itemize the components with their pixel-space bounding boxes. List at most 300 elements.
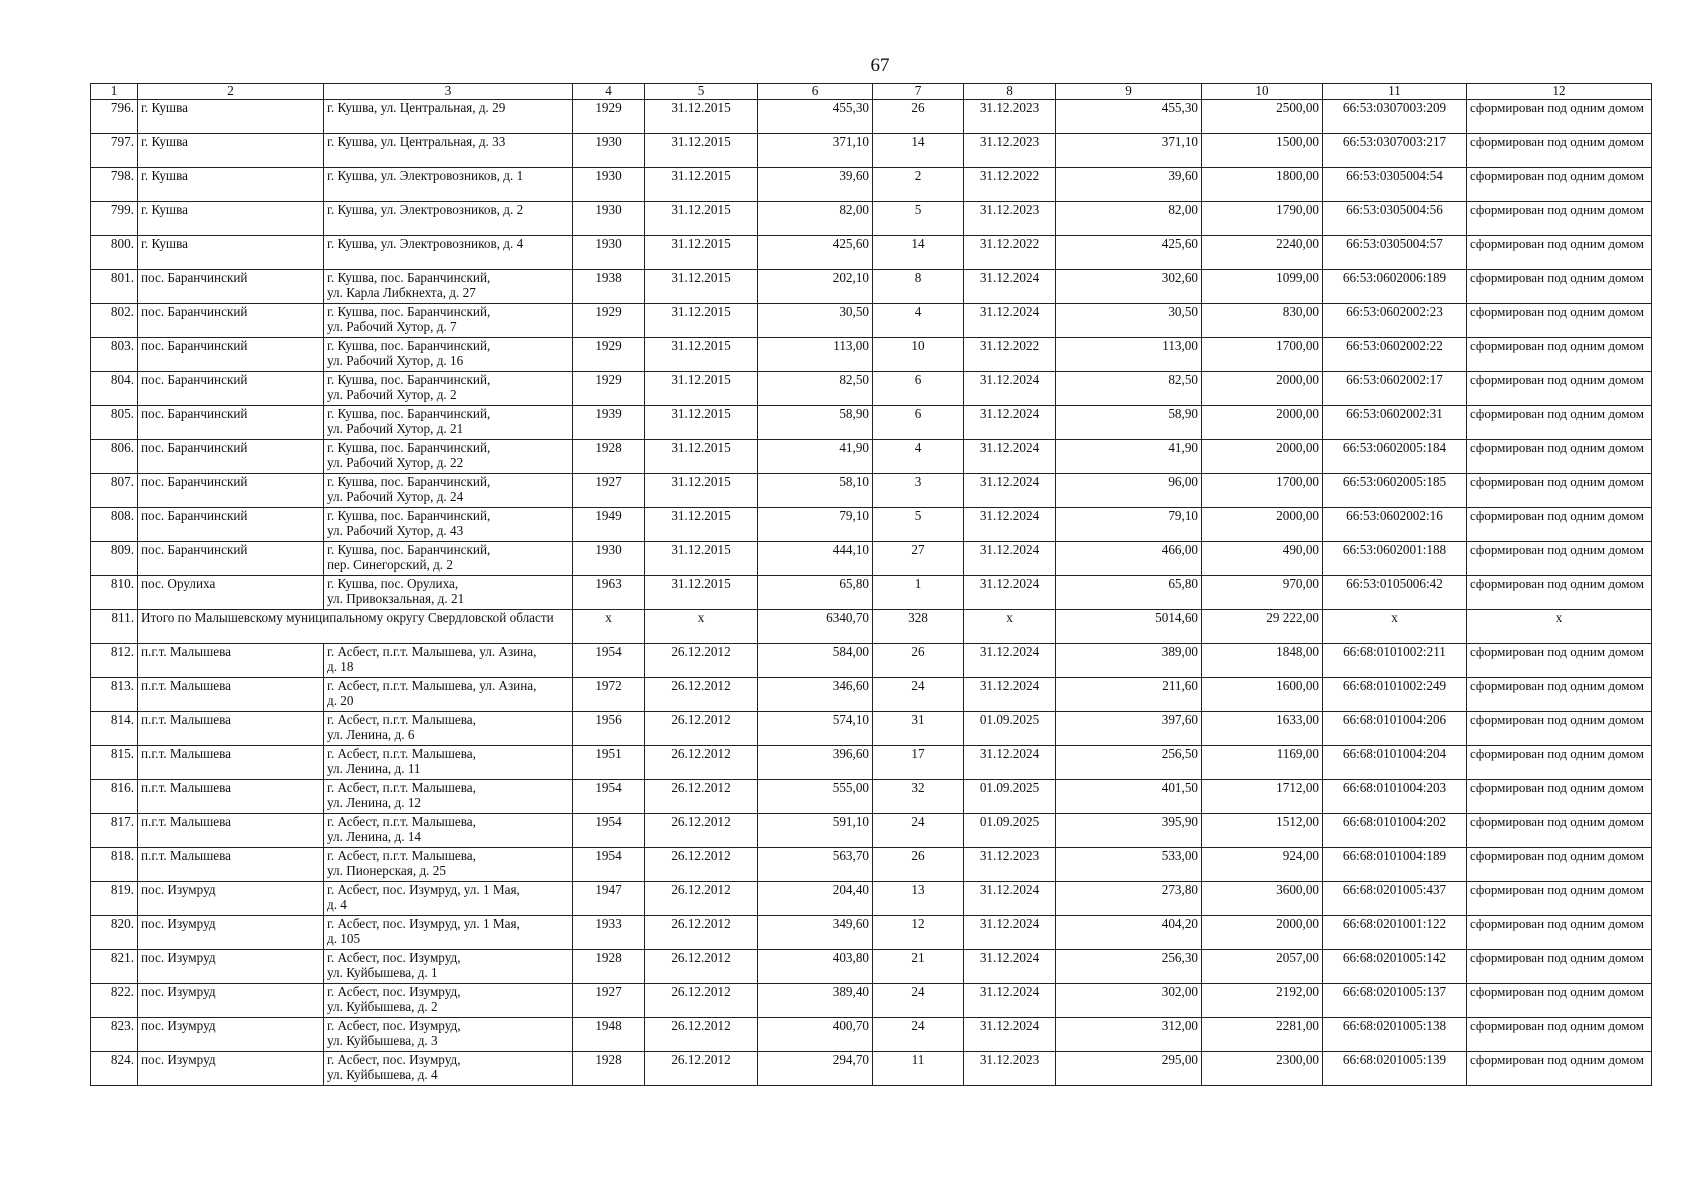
address [324,882,573,916]
row-number: 818. [91,848,138,882]
address-line: ул. Куйбышева, д. 1 [327,965,438,980]
area-value: 395,90 [1056,814,1202,848]
residents-count: 24 [873,1018,964,1052]
planned-date: 31.12.2024 [964,270,1056,304]
planned-date: 31.12.2024 [964,678,1056,712]
row-number: 816. [91,780,138,814]
settlement: пос. Баранчинский [138,508,324,542]
cadastral-number: 66:53:0602001:188 [1323,542,1467,576]
address-line: ул. Карла Либкнехта, д. 27 [327,285,476,300]
recognition-date: 31.12.2015 [645,576,758,610]
address-line: г. Кушва, пос. Баранчинский, [327,372,491,387]
address-line: г. Асбест, п.г.т. Малышева, [327,814,476,829]
area-value: 82,50 [1056,372,1202,406]
land-area: 1700,00 [1202,474,1323,508]
land-area: 1712,00 [1202,780,1323,814]
residents-count: 2 [873,168,964,202]
recognition-date: 26.12.2012 [645,746,758,780]
row-number: 801. [91,270,138,304]
address-line: д. 20 [327,693,354,708]
residents-count: 4 [873,440,964,474]
residents-count: 21 [873,950,964,984]
residents-count: 4 [873,304,964,338]
note: сформирован под одним домом [1467,202,1652,236]
planned-date: 31.12.2024 [964,916,1056,950]
cadastral-number: 66:68:0101004:206 [1323,712,1467,746]
year-built: 1954 [573,780,645,814]
settlement: пос. Орулиха [138,576,324,610]
land-area: 1800,00 [1202,168,1323,202]
settlement: п.г.т. Малышева [138,712,324,746]
cadastral-number: 66:68:0201005:137 [1323,984,1467,1018]
note: сформирован под одним домом [1467,814,1652,848]
year-built: 1938 [573,270,645,304]
residents-count: 5 [873,508,964,542]
address [324,984,573,1018]
cadastral-number: 66:68:0101004:203 [1323,780,1467,814]
cadastral-number: 66:68:0101004:204 [1323,746,1467,780]
recognition-date: 26.12.2012 [645,916,758,950]
area-value: 211,60 [1056,678,1202,712]
living-area: 425,60 [758,236,873,270]
address-line: г. Кушва, ул. Электровозников, д. 1 [327,168,524,183]
address-line: г. Асбест, пос. Изумруд, ул. 1 Мая, [327,882,520,897]
year-built: 1928 [573,440,645,474]
land-area: 1099,00 [1202,270,1323,304]
planned-date: 31.12.2024 [964,304,1056,338]
residents-count: 26 [873,848,964,882]
col-header: 11 [1323,84,1467,100]
row-number: 803. [91,338,138,372]
note: сформирован под одним домом [1467,372,1652,406]
residents-count: 5 [873,202,964,236]
settlement: пос. Баранчинский [138,474,324,508]
settlement: пос. Изумруд [138,916,324,950]
planned-date: 31.12.2022 [964,168,1056,202]
planned-date: 31.12.2024 [964,882,1056,916]
table-row [91,270,1652,304]
recognition-date: 31.12.2015 [645,304,758,338]
settlement: п.г.т. Малышева [138,814,324,848]
land-area: 1512,00 [1202,814,1323,848]
area-value: 295,00 [1056,1052,1202,1086]
cadastral-number: 66:68:0101004:202 [1323,814,1467,848]
note: сформирован под одним домом [1467,984,1652,1018]
planned-date: 31.12.2024 [964,576,1056,610]
note: сформирован под одним домом [1467,304,1652,338]
land-area: 2000,00 [1202,508,1323,542]
year-built: 1972 [573,678,645,712]
table-row [91,984,1652,1018]
total-label: Итого по Малышевскому муниципальному округу Свердловской области [138,610,573,644]
table-row [91,576,1652,610]
table-row [91,338,1652,372]
row-number: 817. [91,814,138,848]
row-number: 805. [91,406,138,440]
address [324,712,573,746]
year-built: 1939 [573,406,645,440]
year-built: 1927 [573,474,645,508]
address-line: г. Асбест, пос. Изумруд, [327,1052,461,1067]
address-line: г. Кушва, пос. Баранчинский, [327,338,491,353]
area-value: 41,90 [1056,440,1202,474]
address [324,746,573,780]
address-line: г. Асбест, пос. Изумруд, [327,1018,461,1033]
residents-count: 32 [873,780,964,814]
address-line: ул. Рабочий Хутор, д. 16 [327,353,464,368]
note: сформирован под одним домом [1467,950,1652,984]
address-line: г. Асбест, п.г.т. Малышева, [327,746,476,761]
row-number: 819. [91,882,138,916]
year-built: 1929 [573,338,645,372]
address-line: г. Асбест, п.г.т. Малышева, ул. Азина, [327,678,537,693]
living-area: 41,90 [758,440,873,474]
area-value: 82,00 [1056,202,1202,236]
col-header: 9 [1056,84,1202,100]
row-number: 809. [91,542,138,576]
living-area: 58,90 [758,406,873,440]
land-area: 970,00 [1202,576,1323,610]
note: сформирован под одним домом [1467,338,1652,372]
year-built: 1954 [573,814,645,848]
living-area: 403,80 [758,950,873,984]
address [324,440,573,474]
recognition-date: 26.12.2012 [645,848,758,882]
residents-count: 17 [873,746,964,780]
year-built: 1949 [573,508,645,542]
recognition-date: 31.12.2015 [645,440,758,474]
cadastral-number: 66:68:0101004:189 [1323,848,1467,882]
living-area: 6340,70 [758,610,873,644]
residents-count: 10 [873,338,964,372]
planned-date: 31.12.2024 [964,984,1056,1018]
recognition-date: 31.12.2015 [645,474,758,508]
planned-date: 31.12.2024 [964,950,1056,984]
row-number: 810. [91,576,138,610]
area-value: 312,00 [1056,1018,1202,1052]
area-value: 30,50 [1056,304,1202,338]
table-row [91,814,1652,848]
residents-count: 26 [873,644,964,678]
area-value: 455,30 [1056,100,1202,134]
table-row [91,542,1652,576]
living-area: 346,60 [758,678,873,712]
recognition-date: x [645,610,758,644]
address-line: ул. Рабочий Хутор, д. 7 [327,319,457,334]
address-line: д. 18 [327,659,354,674]
recognition-date: 26.12.2012 [645,678,758,712]
address [324,950,573,984]
row-number: 812. [91,644,138,678]
land-area: 1700,00 [1202,338,1323,372]
note: сформирован под одним домом [1467,1052,1652,1086]
address [324,372,573,406]
living-area: 371,10 [758,134,873,168]
living-area: 58,10 [758,474,873,508]
area-value: 113,00 [1056,338,1202,372]
land-area: 1633,00 [1202,712,1323,746]
area-value: 466,00 [1056,542,1202,576]
planned-date: 31.12.2022 [964,236,1056,270]
planned-date: 01.09.2025 [964,712,1056,746]
land-area: 2192,00 [1202,984,1323,1018]
year-built: 1933 [573,916,645,950]
address-line: ул. Привокзальная, д. 21 [327,591,465,606]
land-area: 2240,00 [1202,236,1323,270]
year-built: 1930 [573,236,645,270]
residents-count: 12 [873,916,964,950]
area-value: 5014,60 [1056,610,1202,644]
land-area: 2000,00 [1202,440,1323,474]
land-area: 2000,00 [1202,916,1323,950]
recognition-date: 31.12.2015 [645,372,758,406]
table-row [91,1018,1652,1052]
living-area: 455,30 [758,100,873,134]
residents-count: 27 [873,542,964,576]
settlement: г. Кушва [138,168,324,202]
address [324,644,573,678]
address [324,848,573,882]
address-line: ул. Ленина, д. 6 [327,727,415,742]
year-built: 1930 [573,202,645,236]
note: сформирован под одним домом [1467,270,1652,304]
address [324,270,573,304]
residents-count: 328 [873,610,964,644]
year-built: 1951 [573,746,645,780]
year-built: 1928 [573,1052,645,1086]
planned-date: x [964,610,1056,644]
address-line: г. Асбест, п.г.т. Малышева, [327,780,476,795]
cadastral-number: 66:53:0602006:189 [1323,270,1467,304]
table-row [91,134,1652,168]
land-area: 3600,00 [1202,882,1323,916]
address [324,780,573,814]
address-line: ул. Куйбышева, д. 3 [327,1033,438,1048]
note: сформирован под одним домом [1467,1018,1652,1052]
settlement: п.г.т. Малышева [138,644,324,678]
note: сформирован под одним домом [1467,508,1652,542]
address-line: ул. Рабочий Хутор, д. 24 [327,489,464,504]
cadastral-number: 66:68:0201005:437 [1323,882,1467,916]
cadastral-number: 66:53:0602002:23 [1323,304,1467,338]
land-area: 1790,00 [1202,202,1323,236]
year-built: 1954 [573,848,645,882]
land-area: 1500,00 [1202,134,1323,168]
living-area: 349,60 [758,916,873,950]
recognition-date: 31.12.2015 [645,202,758,236]
address [324,508,573,542]
address-line: г. Асбест, пос. Изумруд, [327,950,461,965]
settlement: пос. Баранчинский [138,304,324,338]
recognition-date: 31.12.2015 [645,542,758,576]
total-row [91,610,1652,644]
cadastral-number: 66:53:0105006:42 [1323,576,1467,610]
address [324,542,573,576]
cadastral-number: 66:53:0602005:184 [1323,440,1467,474]
table-row [91,304,1652,338]
recognition-date: 31.12.2015 [645,338,758,372]
residents-count: 6 [873,372,964,406]
address [324,1052,573,1086]
settlement: пос. Баранчинский [138,270,324,304]
settlement: пос. Баранчинский [138,440,324,474]
year-built: 1929 [573,100,645,134]
settlement: пос. Изумруд [138,1052,324,1086]
address-line: ул. Ленина, д. 12 [327,795,422,810]
table-row [91,780,1652,814]
note: сформирован под одним домом [1467,576,1652,610]
table-row [91,916,1652,950]
area-value: 302,00 [1056,984,1202,1018]
housing-registry-table [90,83,1652,1086]
living-area: 202,10 [758,270,873,304]
page-number: 67 [870,55,890,76]
planned-date: 31.12.2024 [964,542,1056,576]
area-value: 389,00 [1056,644,1202,678]
living-area: 82,50 [758,372,873,406]
area-value: 425,60 [1056,236,1202,270]
residents-count: 8 [873,270,964,304]
table-row [91,848,1652,882]
residents-count: 3 [873,474,964,508]
planned-date: 31.12.2024 [964,746,1056,780]
table-row [91,1052,1652,1086]
area-value: 39,60 [1056,168,1202,202]
table-row [91,202,1652,236]
table-row [91,474,1652,508]
address-line: ул. Рабочий Хутор, д. 22 [327,455,464,470]
row-number: 802. [91,304,138,338]
address [324,338,573,372]
address-line: г. Кушва, пос. Баранчинский, [327,406,491,421]
residents-count: 14 [873,236,964,270]
recognition-date: 26.12.2012 [645,644,758,678]
cadastral-number: 66:53:0305004:56 [1323,202,1467,236]
planned-date: 31.12.2023 [964,202,1056,236]
col-header: 2 [138,84,324,100]
col-header: 4 [573,84,645,100]
note: сформирован под одним домом [1467,406,1652,440]
cadastral-number: 66:53:0307003:209 [1323,100,1467,134]
land-area: 1600,00 [1202,678,1323,712]
note: сформирован под одним домом [1467,678,1652,712]
address-line: д. 4 [327,897,347,912]
recognition-date: 31.12.2015 [645,406,758,440]
land-area: 490,00 [1202,542,1323,576]
land-area: 924,00 [1202,848,1323,882]
settlement: п.г.т. Малышева [138,780,324,814]
table-row [91,372,1652,406]
land-area: 2000,00 [1202,406,1323,440]
col-header: 8 [964,84,1056,100]
note: сформирован под одним домом [1467,474,1652,508]
area-value: 533,00 [1056,848,1202,882]
address-line: г. Кушва, пос. Баранчинский, [327,440,491,455]
address [324,100,573,134]
settlement: г. Кушва [138,202,324,236]
address-line: г. Кушва, пос. Баранчинский, [327,542,491,557]
area-value: 273,80 [1056,882,1202,916]
address-line: г. Кушва, пос. Баранчинский, [327,508,491,523]
planned-date: 31.12.2024 [964,406,1056,440]
recognition-date: 26.12.2012 [645,712,758,746]
note: сформирован под одним домом [1467,100,1652,134]
note: сформирован под одним домом [1467,440,1652,474]
planned-date: 31.12.2022 [964,338,1056,372]
address [324,678,573,712]
cadastral-number: 66:53:0602002:17 [1323,372,1467,406]
recognition-date: 31.12.2015 [645,168,758,202]
cadastral-number: 66:53:0305004:54 [1323,168,1467,202]
note: сформирован под одним домом [1467,644,1652,678]
living-area: 39,60 [758,168,873,202]
land-area: 29 222,00 [1202,610,1323,644]
living-area: 444,10 [758,542,873,576]
address [324,134,573,168]
cadastral-number: 66:53:0602002:16 [1323,508,1467,542]
planned-date: 01.09.2025 [964,814,1056,848]
planned-date: 31.12.2024 [964,1018,1056,1052]
year-built: 1928 [573,950,645,984]
cadastral-number: x [1323,610,1467,644]
note: сформирован под одним домом [1467,746,1652,780]
settlement: г. Кушва [138,236,324,270]
row-number: 821. [91,950,138,984]
table-body [91,100,1652,1086]
row-number: 815. [91,746,138,780]
living-area: 204,40 [758,882,873,916]
residents-count: 6 [873,406,964,440]
living-area: 113,00 [758,338,873,372]
residents-count: 24 [873,984,964,1018]
year-built: 1948 [573,1018,645,1052]
planned-date: 31.12.2023 [964,1052,1056,1086]
area-value: 404,20 [1056,916,1202,950]
planned-date: 31.12.2023 [964,848,1056,882]
living-area: 574,10 [758,712,873,746]
settlement: пос. Баранчинский [138,542,324,576]
living-area: 591,10 [758,814,873,848]
cadastral-number: 66:68:0201005:142 [1323,950,1467,984]
recognition-date: 31.12.2015 [645,270,758,304]
living-area: 82,00 [758,202,873,236]
recognition-date: 26.12.2012 [645,1018,758,1052]
col-header: 6 [758,84,873,100]
residents-count: 26 [873,100,964,134]
address [324,814,573,848]
living-area: 563,70 [758,848,873,882]
planned-date: 31.12.2023 [964,134,1056,168]
address-line: ул. Куйбышева, д. 4 [327,1067,438,1082]
address-line: г. Кушва, ул. Электровозников, д. 4 [327,236,524,251]
note: сформирован под одним домом [1467,236,1652,270]
row-number: 806. [91,440,138,474]
settlement: пос. Баранчинский [138,406,324,440]
address-line: г. Кушва, ул. Центральная, д. 33 [327,134,506,149]
address-line: г. Асбест, п.г.т. Малышева, [327,848,476,863]
settlement: пос. Изумруд [138,1018,324,1052]
area-value: 79,10 [1056,508,1202,542]
year-built: 1929 [573,372,645,406]
table-row [91,678,1652,712]
table-row [91,168,1652,202]
recognition-date: 26.12.2012 [645,780,758,814]
settlement: пос. Баранчинский [138,372,324,406]
address-line: ул. Ленина, д. 11 [327,761,421,776]
residents-count: 24 [873,814,964,848]
row-number: 808. [91,508,138,542]
recognition-date: 31.12.2015 [645,508,758,542]
